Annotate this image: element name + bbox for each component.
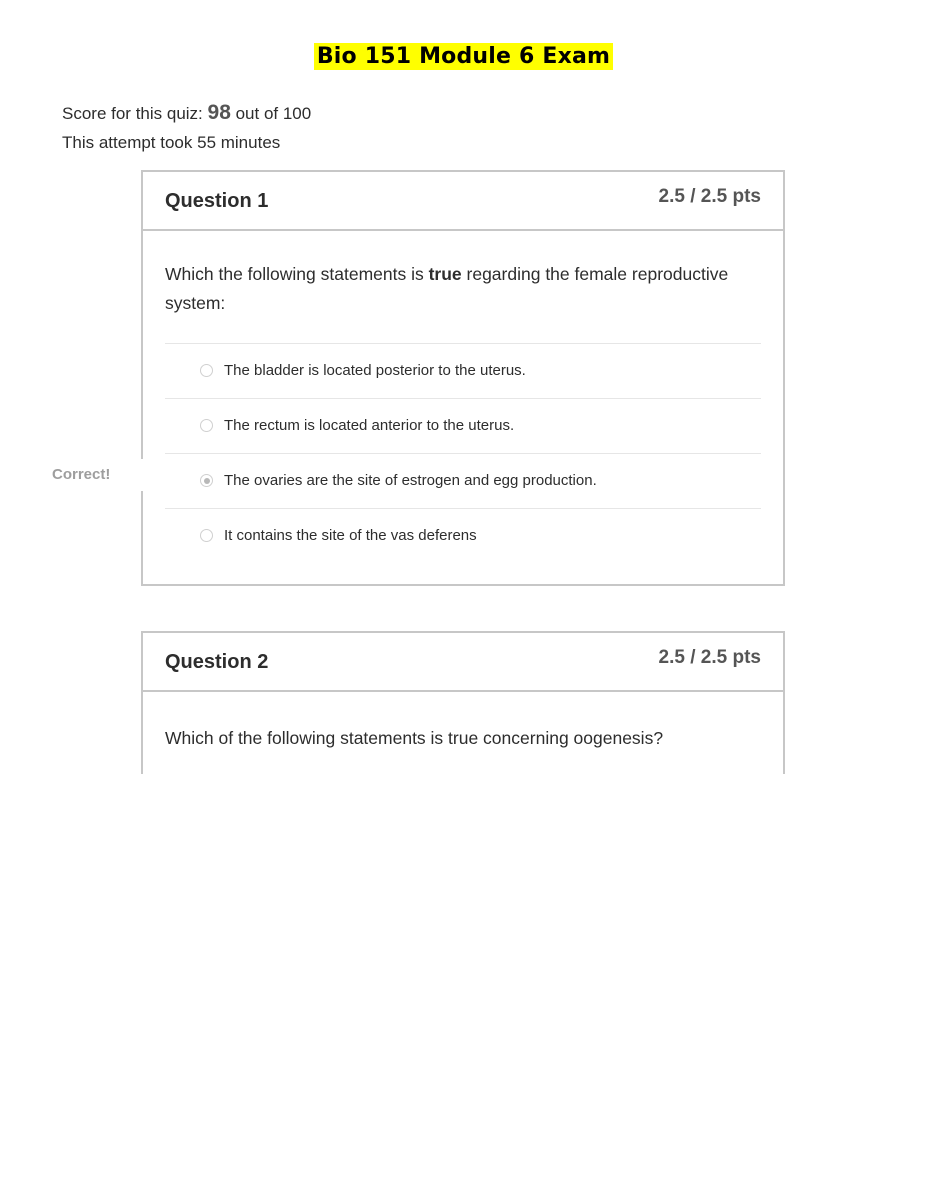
radio-button-selected[interactable] [200,474,213,487]
question-header [143,633,783,692]
question-text-part: regarding the female reproductive system: [165,264,729,313]
answer-option[interactable] [165,399,761,454]
attempt-duration: This attempt took 55 minutes [62,133,281,152]
question-text [165,260,753,318]
answer-option-selected[interactable] [165,454,761,509]
document-title-text: Bio 151 Module 6 Exam [314,43,613,70]
question-text-emphasis: true [428,264,462,284]
correct-answer-flag: Correct! [52,466,111,483]
question-points: 2.5 / 2.5 pts [658,647,761,668]
question-text: Which of the following statements is true concerning oogenesis? [165,728,664,748]
question-card-1 [141,170,785,586]
radio-button[interactable] [200,419,213,432]
radio-button[interactable] [200,364,213,377]
question-header [143,172,783,231]
question-card-2 [141,631,785,774]
answer-option[interactable] [165,344,761,399]
answer-label: The bladder is located posterior to the uterus. [224,362,526,379]
quiz-score [62,101,311,125]
score-value: 98 [207,101,231,124]
question-points: 2.5 / 2.5 pts [658,186,761,207]
answer-label: It contains the site of the vas deferens [224,527,477,544]
correct-flag-connector [138,459,144,491]
score-suffix: out of 100 [230,104,312,123]
document-title [0,44,927,69]
answer-label: The ovaries are the site of estrogen and egg production. [224,472,597,489]
radio-button[interactable] [200,529,213,542]
question-text-part: Which the following statements is [165,264,429,284]
answer-list [165,343,761,563]
score-prefix: Score for this quiz: [62,104,208,123]
answer-label: The rectum is located anterior to the uterus. [224,417,515,434]
answer-option[interactable] [165,509,761,563]
question-title: Question 2 [165,651,269,673]
question-title: Question 1 [165,190,269,212]
